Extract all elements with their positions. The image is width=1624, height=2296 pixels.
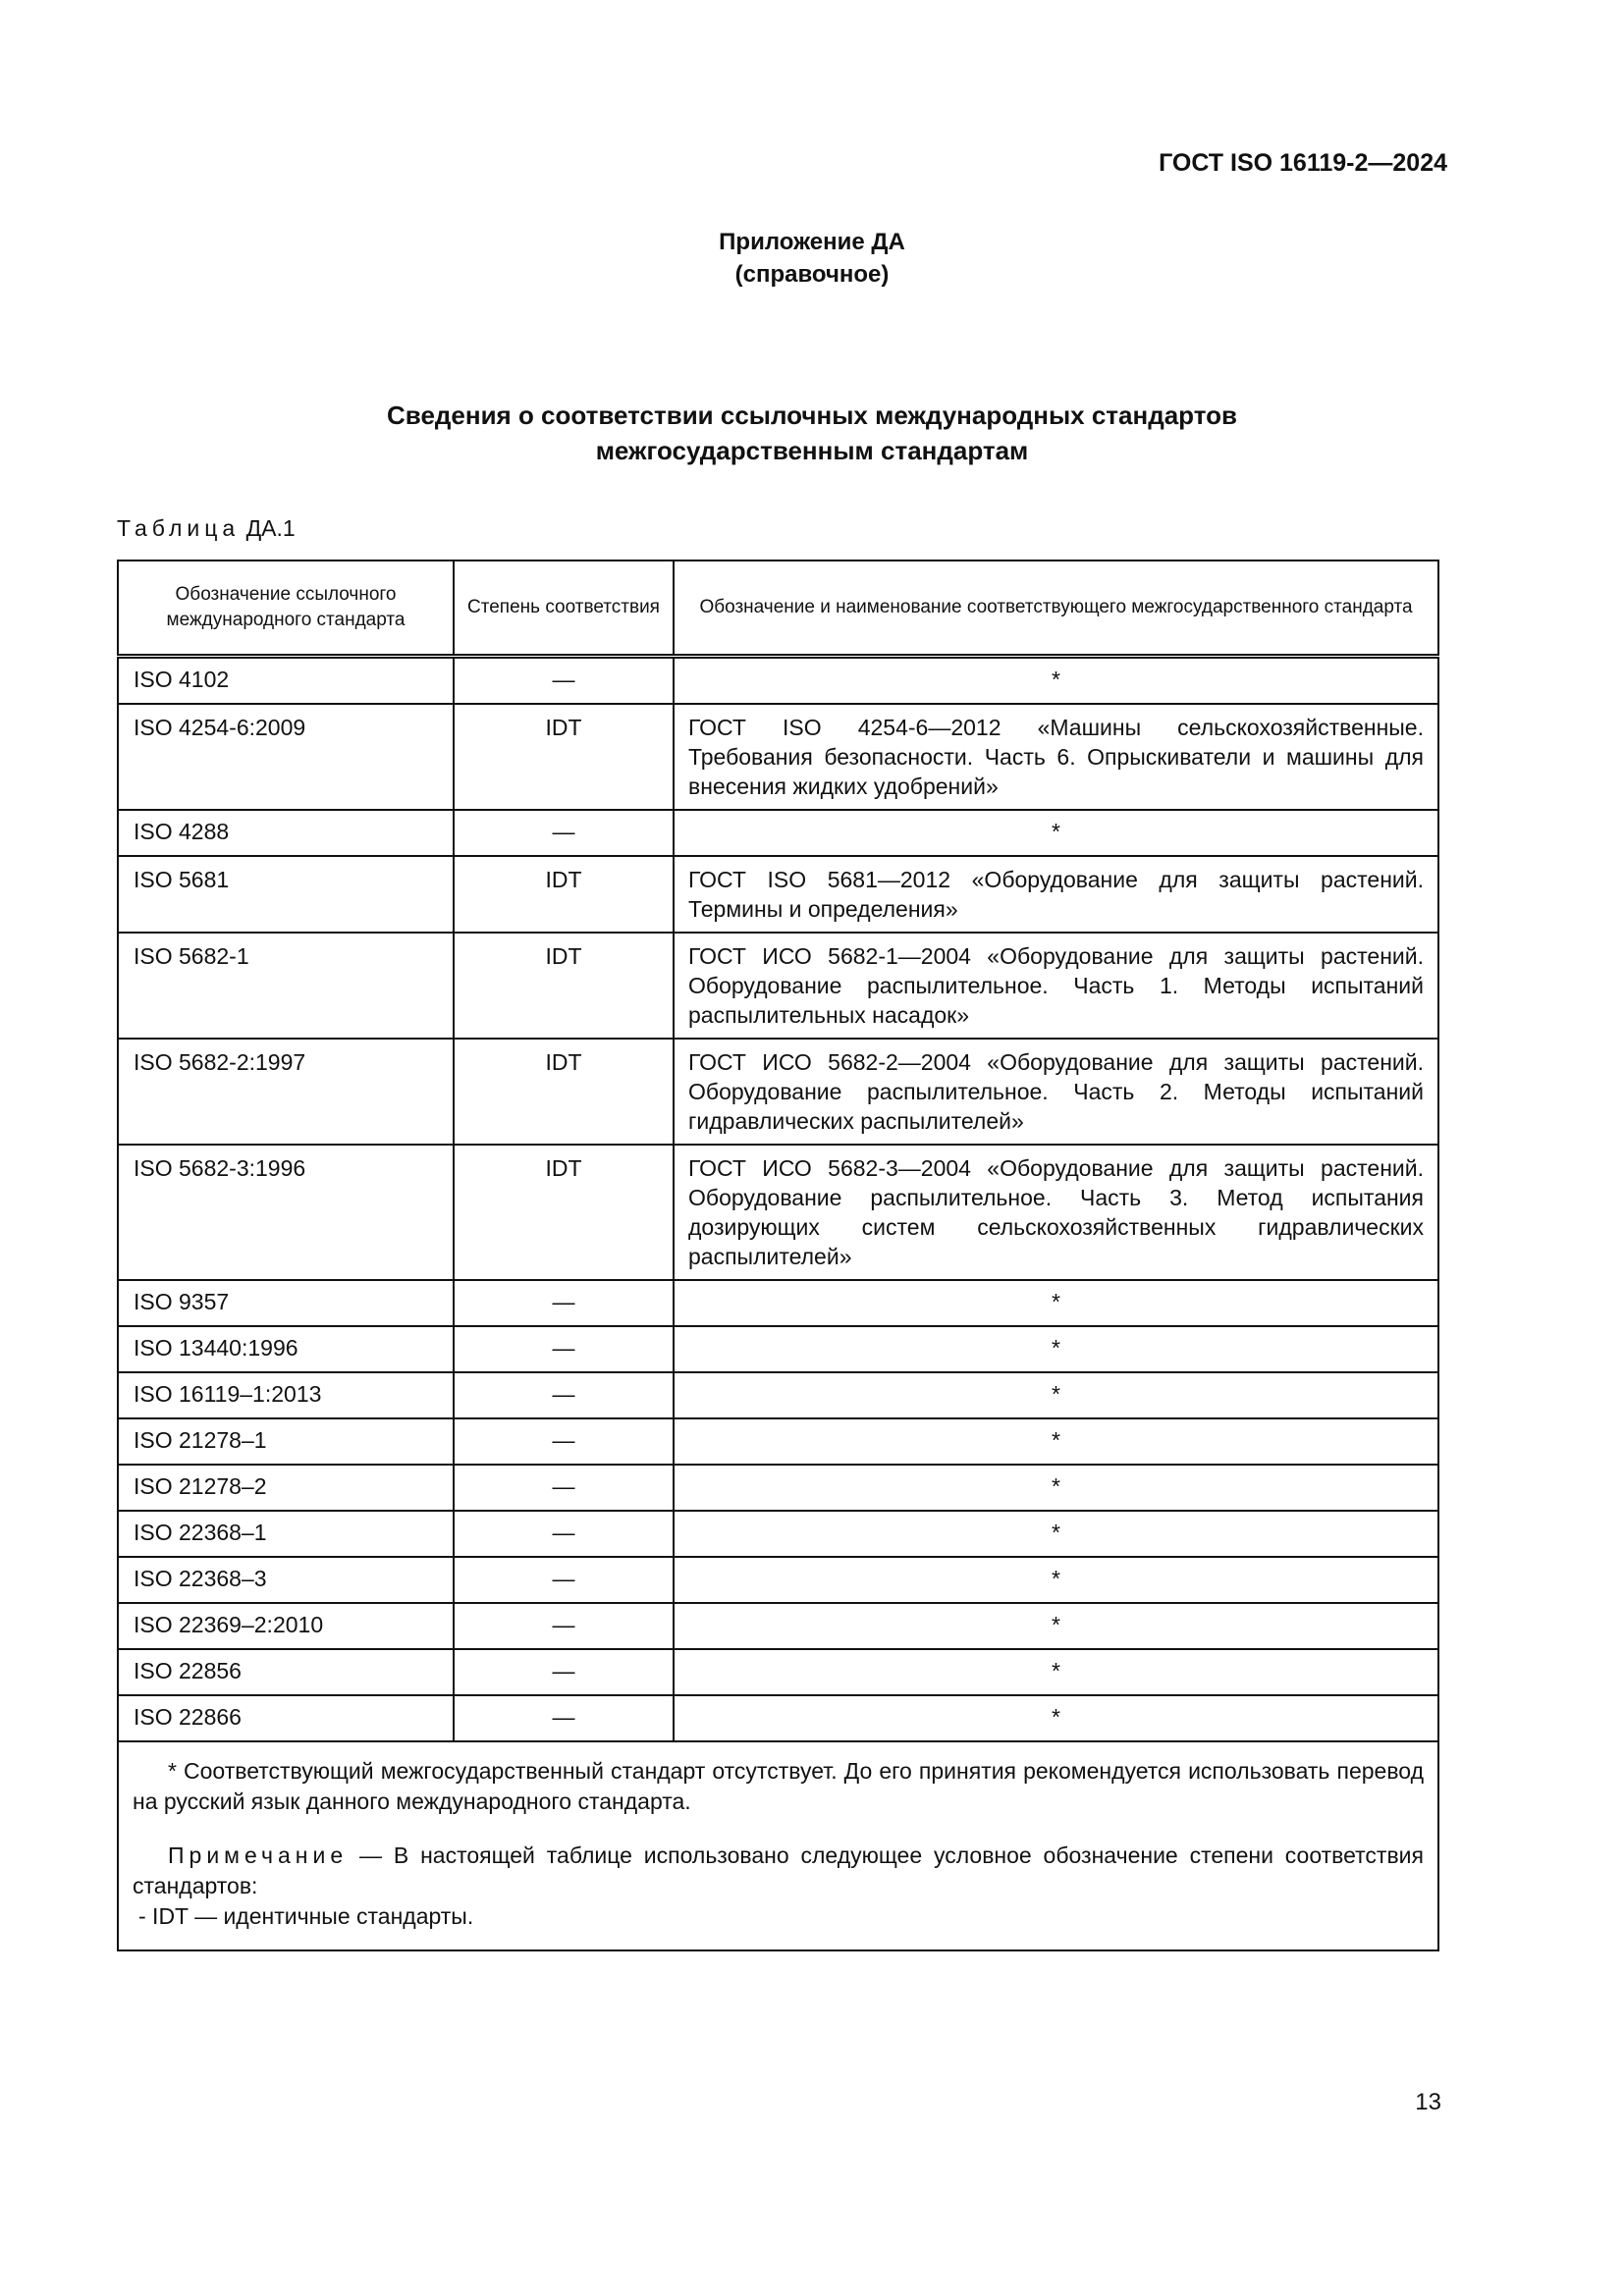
table-label-word: Таблица bbox=[117, 515, 241, 541]
table-row bbox=[118, 704, 1438, 810]
cell-gost: * bbox=[674, 1557, 1438, 1603]
table-row bbox=[118, 1280, 1438, 1326]
appendix-subtitle: (справочное) bbox=[734, 261, 890, 288]
cell-gost: * bbox=[674, 1511, 1438, 1557]
cell-degree: IDT bbox=[454, 933, 674, 1039]
cell-degree: — bbox=[454, 1695, 674, 1741]
cell-gost: * bbox=[674, 1603, 1438, 1649]
cell-ref: ISO 5682-1 bbox=[118, 933, 454, 1039]
table-row bbox=[118, 810, 1438, 856]
table-note bbox=[133, 1841, 1424, 1901]
section-title-line-1: Сведения о соответствии ссылочных международных стандартов bbox=[387, 400, 1237, 430]
cell-degree: — bbox=[454, 810, 674, 856]
appendix-heading bbox=[0, 226, 1624, 291]
cell-gost: ГОСТ ISO 5681—2012 «Оборудование для защиты растений. Термины и определения» bbox=[674, 856, 1438, 933]
note-label: Примечание bbox=[168, 1842, 349, 1868]
cell-gost: ГОСТ ИСО 5682-1—2004 «Оборудование для защиты растений. Оборудование распылительное. Часть 1. Методы испытаний распылительных насадок» bbox=[674, 933, 1438, 1039]
footnote-text: * Соответствующий межгосударственный стандарт отсутствует. До его принятия рекомендуется использовать перевод на русский язык данного международного стандарта. bbox=[133, 1758, 1424, 1814]
cell-gost: * bbox=[674, 1372, 1438, 1418]
cell-ref: ISO 5682-2:1997 bbox=[118, 1039, 454, 1145]
section-title-line-2: межгосударственным стандартам bbox=[595, 436, 1029, 465]
section-title bbox=[0, 398, 1624, 468]
page-number: 13 bbox=[1415, 2089, 1441, 2115]
table-row bbox=[118, 1603, 1438, 1649]
cell-ref: ISO 9357 bbox=[118, 1280, 454, 1326]
table-label bbox=[117, 515, 296, 542]
cell-ref: ISO 22856 bbox=[118, 1649, 454, 1695]
cell-ref: ISO 22368–1 bbox=[118, 1511, 454, 1557]
cell-ref: ISO 4288 bbox=[118, 810, 454, 856]
appendix-title: Приложение ДА bbox=[719, 229, 905, 255]
cell-ref: ISO 16119–1:2013 bbox=[118, 1372, 454, 1418]
cell-gost: ГОСТ ИСО 5682-2—2004 «Оборудование для защиты растений. Оборудование распылительное. Часть 2. Методы испытаний гидравлических распылителей» bbox=[674, 1039, 1438, 1145]
cell-degree: — bbox=[454, 1280, 674, 1326]
cell-degree: IDT bbox=[454, 1039, 674, 1145]
table-row bbox=[118, 1511, 1438, 1557]
cell-ref: ISO 4254-6:2009 bbox=[118, 704, 454, 810]
table-row bbox=[118, 1557, 1438, 1603]
cell-degree: — bbox=[454, 1326, 674, 1372]
cell-degree: — bbox=[454, 1372, 674, 1418]
cell-ref: ISO 22369–2:2010 bbox=[118, 1603, 454, 1649]
correspondence-table bbox=[117, 560, 1439, 1951]
table-row bbox=[118, 1649, 1438, 1695]
cell-degree: — bbox=[454, 1603, 674, 1649]
cell-gost: * bbox=[674, 1418, 1438, 1465]
cell-gost: * bbox=[674, 1280, 1438, 1326]
cell-degree: — bbox=[454, 1465, 674, 1511]
document-code: ГОСТ ISO 16119-2—2024 bbox=[1159, 149, 1447, 177]
table-row bbox=[118, 1145, 1438, 1280]
cell-degree: — bbox=[454, 1557, 674, 1603]
cell-ref: ISO 22866 bbox=[118, 1695, 454, 1741]
table-label-id: ДА.1 bbox=[245, 515, 296, 541]
note-text: — В настоящей таблице использовано следующее условное обозначение степени соответствия стандартов: bbox=[133, 1842, 1424, 1898]
cell-gost: ГОСТ ISO 4254-6—2012 «Машины сельскохозяйственные. Требования безопасности. Часть 6. Опрыскиватели и машины для внесения жидких удобрений» bbox=[674, 704, 1438, 810]
cell-ref: ISO 4102 bbox=[118, 657, 454, 705]
table-row bbox=[118, 1039, 1438, 1145]
table-row bbox=[118, 657, 1438, 705]
note-item: - IDT — идентичные стандарты. bbox=[138, 1903, 474, 1929]
table-row bbox=[118, 1465, 1438, 1511]
table-row bbox=[118, 1372, 1438, 1418]
table-row bbox=[118, 933, 1438, 1039]
cell-degree: — bbox=[454, 657, 674, 705]
table-header-row bbox=[118, 561, 1438, 657]
cell-gost: * bbox=[674, 1326, 1438, 1372]
cell-ref: ISO 21278–2 bbox=[118, 1465, 454, 1511]
table-row bbox=[118, 1326, 1438, 1372]
cell-degree: IDT bbox=[454, 1145, 674, 1280]
cell-degree: — bbox=[454, 1418, 674, 1465]
cell-ref: ISO 22368–3 bbox=[118, 1557, 454, 1603]
cell-degree: — bbox=[454, 1511, 674, 1557]
table-body bbox=[118, 657, 1438, 1951]
table-row bbox=[118, 856, 1438, 933]
cell-gost: * bbox=[674, 1695, 1438, 1741]
table-footnote-row bbox=[118, 1741, 1438, 1950]
cell-degree: IDT bbox=[454, 704, 674, 810]
cell-ref: ISO 5682-3:1996 bbox=[118, 1145, 454, 1280]
cell-ref: ISO 13440:1996 bbox=[118, 1326, 454, 1372]
cell-degree: — bbox=[454, 1649, 674, 1695]
cell-gost: * bbox=[674, 810, 1438, 856]
cell-degree: IDT bbox=[454, 856, 674, 933]
cell-gost: * bbox=[674, 1465, 1438, 1511]
table-row bbox=[118, 1695, 1438, 1741]
header-gost-standard: Обозначение и наименование соответствующего межгосударственного стандарта bbox=[674, 561, 1438, 657]
header-degree: Степень соответствия bbox=[454, 561, 674, 657]
cell-ref: ISO 5681 bbox=[118, 856, 454, 933]
table-row bbox=[118, 1418, 1438, 1465]
cell-gost: ГОСТ ИСО 5682-3—2004 «Оборудование для защиты растений. Оборудование распылительное. Часть 3. Метод испытания дозирующих систем сельскохозяйственных гидравлических распылителей» bbox=[674, 1145, 1438, 1280]
cell-gost: * bbox=[674, 657, 1438, 705]
cell-ref: ISO 21278–1 bbox=[118, 1418, 454, 1465]
table-footnote-cell bbox=[118, 1741, 1438, 1950]
header-ref-standard: Обозначение ссылочного международного стандарта bbox=[118, 561, 454, 657]
cell-gost: * bbox=[674, 1649, 1438, 1695]
